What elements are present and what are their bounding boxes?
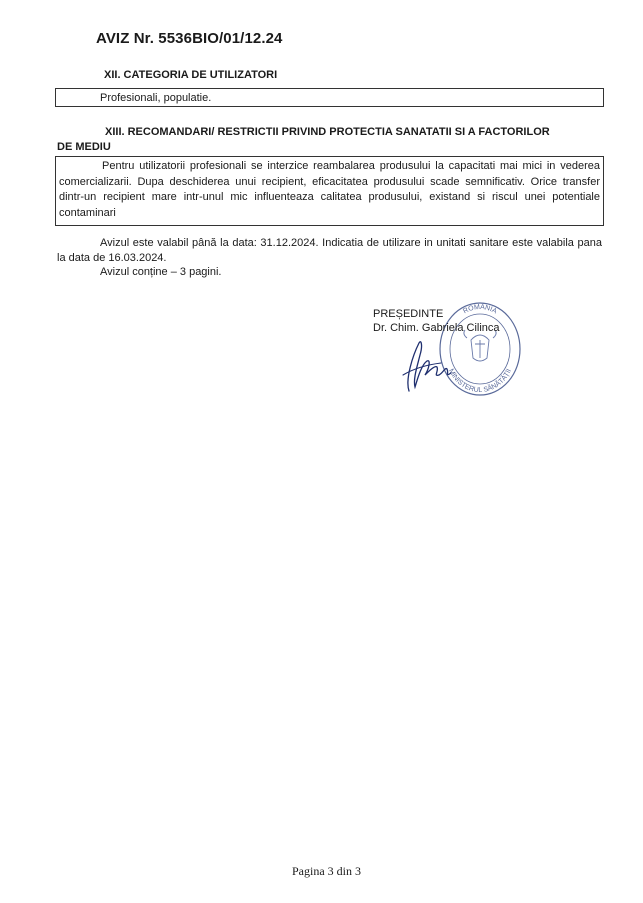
stamp-top-text: ROMÂNIA — [462, 303, 498, 316]
section-12-heading: XII. CATEGORIA DE UTILIZATORI — [104, 69, 278, 81]
validity-text: Avizul este valabil până la data: 31.12.2024. Indicatia de utilizare in unitati sanitare este valabila pana la data de 16.03.2024. — [57, 237, 602, 264]
section-12-content: Profesionali, populatie. — [100, 92, 212, 104]
stamp-bottom-text: MINISTERUL SĂNĂTĂȚII — [446, 367, 513, 395]
section-13-heading-line2: DE MEDIU — [57, 141, 111, 153]
signatory-name: Dr. Chim. Gabriela Cilinca — [373, 322, 500, 334]
document-title: AVIZ Nr. 5536BIO/01/12.24 — [96, 30, 283, 47]
section-12-box — [55, 88, 604, 107]
pages-note: Avizul conține – 3 pagini. — [100, 266, 222, 278]
section-13-content: Pentru utilizatorii profesionali se interzice reambalarea produsului la capacitati mai mici in vederea comercializarii. Dupa deschiderea unui recipient, eficacitatea produsului scade semnificativ. Orice transfer dintr-un recipient mare intr-unul mic influenteaza calitatea produsului, existand si riscul unei potentiale contaminari — [59, 160, 600, 219]
signatory-role: PREȘEDINTE — [373, 308, 444, 320]
section-13-box — [55, 156, 604, 226]
coat-of-arms-icon — [464, 330, 496, 361]
handwritten-signature — [395, 335, 465, 395]
page-footer: Pagina 3 din 3 — [292, 864, 361, 878]
section-13-heading-line1: XIII. RECOMANDARI/ RESTRICTII PRIVIND PROTECTIA SANATATII SI A FACTORILOR — [105, 126, 550, 138]
